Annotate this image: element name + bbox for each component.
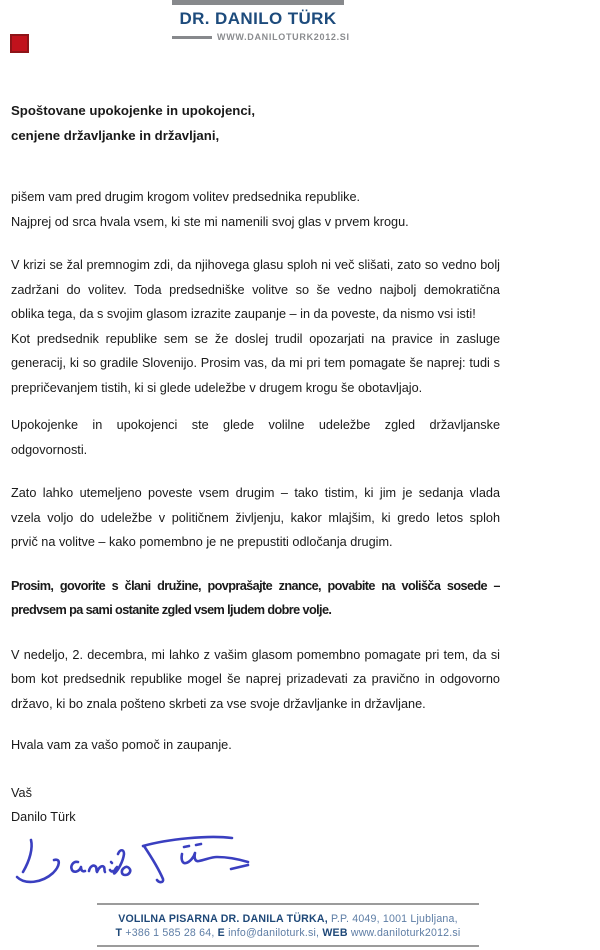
logo-top-bar	[172, 0, 344, 5]
logo-tagline-row	[172, 32, 350, 42]
website-url: WWW.DANILOTURK2012.SI	[217, 32, 350, 42]
phone-value: +386 1 585 28 64,	[125, 927, 215, 939]
letter-line: Vaš	[11, 785, 32, 800]
footer-line-2	[97, 926, 479, 940]
letter-line: pišem vam pred drugim krogom volitev predsednika republike.	[11, 190, 361, 204]
tagline-rule	[172, 36, 212, 39]
letter-line: Kot predsednik republike sem se že doslej trudil opozarjati na pravice in zasluge	[11, 331, 500, 346]
email-label: E	[217, 927, 225, 939]
red-square-icon	[10, 34, 29, 53]
paragraph-crisis	[11, 253, 500, 327]
campaign-logo	[172, 0, 350, 42]
letter-line: generacij, ki so gradile Slovenijo. Prosim vas, da mi pri tem pomagate še naprej: tudi s	[11, 356, 500, 370]
email-value: info@daniloturk.si,	[228, 927, 320, 939]
letter-line: Zato lahko utemeljeno poveste vsem drugim – tako tistim, ki jim je sedanja vlada	[11, 486, 500, 500]
letter-line: cenjene državljanke in državljani,	[11, 127, 220, 143]
letter-line: V nedeljo, 2. decembra, mi lahko z vašim glasom pomembno pomagate pri tem, da si	[11, 647, 500, 662]
letter-line: Upokojenke in upokojenci ste glede volilne udeležbe zgled državljanske	[11, 418, 500, 432]
letter-line: Prosim, govorite s člani družine, povprašajte znance, povabite na volišča sosede –	[11, 578, 500, 593]
letter-line: prepričevanjem tistih, ki si glede udeležbe v drugem krogu še obotavljajo.	[11, 380, 423, 395]
brand-title: DR. DANILO TÜRK	[179, 9, 337, 28]
footer-contact-block	[97, 903, 479, 947]
paragraph-thanks	[11, 733, 500, 758]
footer-line-1	[97, 912, 479, 926]
letter-line: odgovornosti.	[11, 442, 88, 457]
footer-office-name: VOLILNA PISARNA DR. DANILA TÜRKA,	[118, 913, 328, 925]
web-label: WEB	[322, 927, 348, 939]
letter-line: zadržani do volitev. Toda predsedniške volitve so še vedno najbolj demokratična	[11, 282, 500, 297]
letter-line: vzela voljo do udeležbe v političnem življenju, kakor mlajšim, ki gredo letos sploh	[11, 510, 500, 525]
closing-vas	[11, 781, 500, 806]
letter-line: Spoštovane upokojenke in upokojenci,	[11, 103, 256, 118]
paragraph-president	[11, 327, 500, 401]
handwritten-signature-image	[8, 826, 263, 894]
letter-line: Najprej od srca hvala vsem, ki ste mi namenili svoj glas v prvem krogu.	[11, 214, 409, 229]
letter-line: Danilo Türk	[11, 810, 76, 824]
footer-address: P.P. 4049, 1001 Ljubljana,	[331, 913, 458, 925]
letter-line: bom kot predsednik republike mogel še naprej prizadevati za pravično in odgovorno	[11, 672, 500, 686]
paragraph-intro	[11, 185, 500, 234]
salutation	[11, 99, 500, 148]
letter-line: V krizi se žal premnogim zdi, da njihovega glasu sploh ni več slišati, zato so vedno bolj	[11, 258, 500, 272]
phone-label: T	[115, 927, 123, 939]
paragraph-reason	[11, 481, 500, 555]
web-value: www.daniloturk2012.si	[350, 927, 461, 939]
letter-line: oblika tega, da s svojim glasom izrazite zaupanje – in da poveste, da nismo vsi isti!	[11, 307, 476, 321]
letter-line: prvič na volitve – kako pomembno je ne prepustiti odločanja drugim.	[11, 535, 393, 549]
letter-body	[11, 99, 500, 830]
paragraph-election-day	[11, 643, 500, 717]
letter-line: predvsem pa sami ostanite zgled vsem ljudem dobre volje.	[11, 603, 332, 617]
paragraph-example	[11, 413, 500, 462]
letter-line: Hvala vam za vašo pomoč in zaupanje.	[11, 738, 232, 752]
paragraph-appeal-bold	[11, 574, 500, 623]
letter-line: državo, ki bo znala pošteno skrbeti za vse svoje državljanke in državljane.	[11, 696, 426, 711]
